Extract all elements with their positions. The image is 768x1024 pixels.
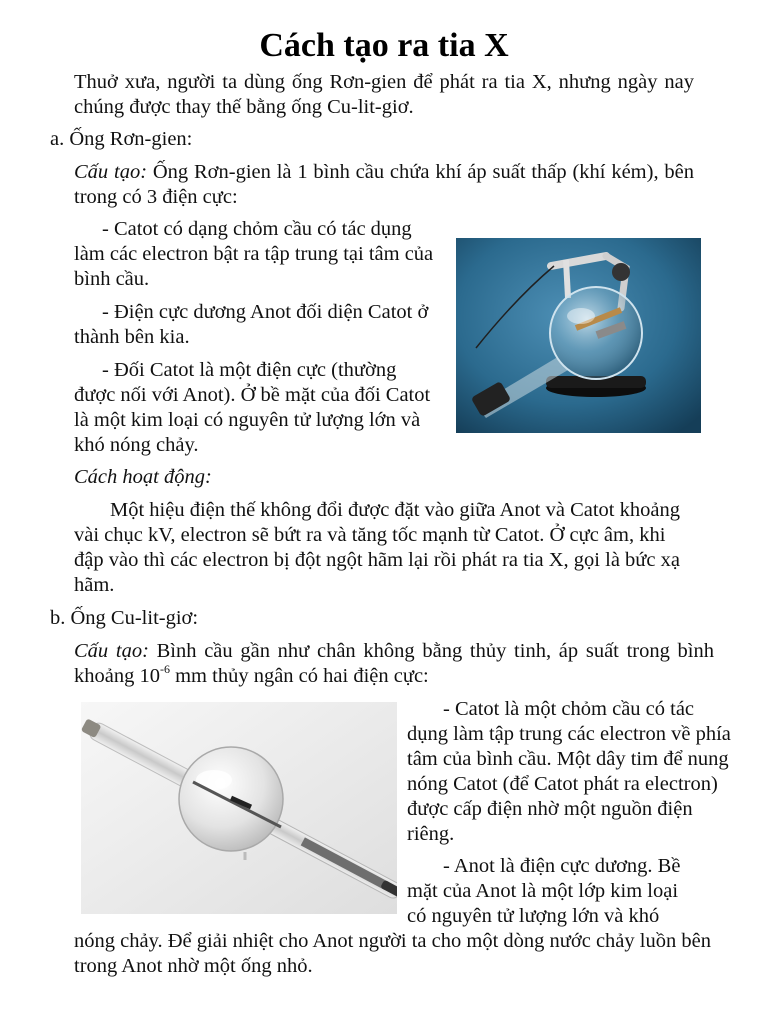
section-a-structure	[74, 160, 694, 210]
coolidge-tube-photo	[81, 702, 397, 914]
anode-line-1: - Anot là điện cực dương. Bề	[443, 855, 681, 877]
section-a-structure-text: Ống Rơn-gien là 1 bình cầu chứa khí áp suất thấp (khí kém), bên trong có 3 điện cực:	[74, 161, 694, 208]
page-title: Cách tạo ra tia X	[259, 27, 509, 64]
section-b-anode-continuation: nóng chảy. Để giải nhiệt cho Anot người ta cho một dòng nước chảy luồn bên trong Anot nhờ một ống nhỏ.	[74, 930, 711, 977]
operation-label-text: Cách hoạt động:	[74, 466, 212, 488]
section-a-item-anticathode: - Đối Catot là một điện cực (thường được nối với Anot). Ở bề mặt của đối Catot là một kim loại có nguyên tử lượng lớn và khó nóng chảy.	[74, 359, 431, 456]
anode-line-2: mặt của Anot là một lớp kim loại	[407, 880, 679, 902]
section-b-structure-text-2: mm thủy ngân có hai điện cực:	[169, 665, 429, 687]
section-b-heading: b. Ống Cu-lit-giơ:	[50, 607, 199, 629]
anode-line-3: có nguyên tử lượng lớn và khó	[407, 905, 660, 927]
section-a-heading: a. Ống Rơn-gien:	[50, 128, 193, 150]
section-b-structure-label: Cấu tạo:	[74, 640, 149, 662]
section-b-item-cathode: - Catot là một chỏm cầu có tác dụng làm tập trung các electron về phía tâm của bình cầu. Một dây tim để nung nóng Catot (để Catot phát ra electron) được cấp điện nhờ một nguồn điện riêng.	[407, 698, 731, 845]
section-a-item-anode: - Điện cực dương Anot đối diện Catot ở thành bên kia.	[74, 301, 429, 348]
section-b-structure-text-1: Bình cầu gần như chân không bằng thủy tinh, áp suất trong bình khoảng 10	[74, 640, 714, 687]
roentgen-tube-photo	[456, 238, 701, 433]
section-b-structure	[74, 639, 714, 689]
section-b-item-anode	[407, 854, 737, 929]
section-a-operation: Một hiệu điện thế không đổi được đặt vào giữa Anot và Catot khoảng vài chục kV, electron sẽ bứt ra và tăng tốc mạnh từ Catot. Ở cực âm, khi đập vào thì các electron bị đột ngột hãm lại rồi phát ra tia X, gọi là bức xạ hãm.	[74, 499, 680, 596]
section-a-item-cathode: - Catot có dạng chỏm cầu có tác dụng làm các electron bật ra tập trung tại tâm của bình cầu.	[74, 218, 434, 290]
section-a-structure-label: Cấu tạo:	[74, 161, 148, 183]
section-a-operation-label	[74, 465, 474, 490]
pressure-exponent: -6	[159, 662, 170, 677]
intro-paragraph: Thuở xưa, người ta dùng ống Rơn-gien để phát ra tia X, nhưng ngày nay chúng được thay thế bằng ống Cu-lit-giơ.	[74, 71, 694, 118]
